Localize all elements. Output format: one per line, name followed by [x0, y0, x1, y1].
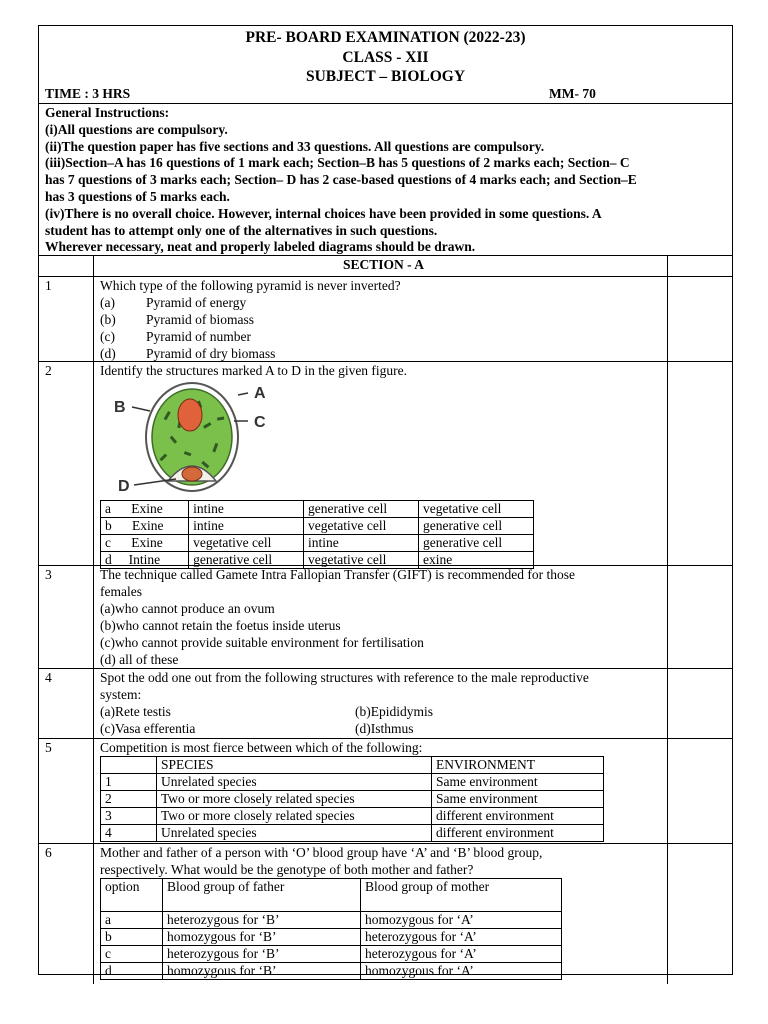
- question-1-option: (b) Pyramid of biomass: [100, 312, 254, 327]
- question-1-text: Which type of the following pyramid is never inverted?: [100, 278, 401, 293]
- table-cell: homozygous for ‘B’: [163, 963, 361, 980]
- table-cell: 3: [101, 808, 157, 825]
- question-4-option-b: (b)Epididymis: [355, 704, 433, 719]
- question-3-option-a: (a)who cannot produce an ovum: [100, 601, 275, 616]
- table-cell: exine: [419, 552, 534, 569]
- question-6-row: [39, 844, 732, 984]
- question-3-option-c: (c)who cannot provide suitable environment for fertilisation: [100, 635, 424, 650]
- question-4-option-a: (a)Rete testis: [100, 704, 171, 719]
- table-cell: d Intine: [101, 552, 189, 569]
- time-label: TIME : 3 HRS: [45, 86, 131, 101]
- subject-title: SUBJECT – BIOLOGY: [305, 68, 466, 85]
- question-4-body: [94, 669, 668, 738]
- question-6-table-header: [101, 879, 562, 912]
- instruction-iii-line1: (iii)Section–A has 16 questions of 1 mark each; Section–B has 5 questions of 2 marks each; Section– C: [45, 155, 630, 171]
- question-2-body: [94, 362, 668, 565]
- question-4-text-line1: Spot the odd one out from the following structures with reference to the male reproductive: [100, 670, 589, 685]
- question-6-option-row: [101, 946, 562, 963]
- question-2-number: 2: [39, 362, 94, 565]
- table-cell: Unrelated species: [157, 774, 432, 791]
- question-4-text-line2: system:: [100, 687, 142, 702]
- table-cell: Two or more closely related species: [157, 791, 432, 808]
- question-4-row: [39, 669, 732, 739]
- table-cell: 4: [101, 825, 157, 842]
- table-cell: Unrelated species: [157, 825, 432, 842]
- section-a-title: SECTION - A: [342, 257, 425, 272]
- question-4-number: 4: [39, 669, 94, 738]
- table-cell: heterozygous for ‘B’: [163, 912, 361, 929]
- generative-cell: [182, 467, 202, 481]
- question-5-text: Competition is most fierce between which of the following:: [100, 740, 423, 755]
- table-cell: heterozygous for ‘A’: [361, 929, 562, 946]
- table-cell: different environment: [432, 808, 604, 825]
- table-cell: d: [101, 963, 163, 980]
- question-3-number: 3: [39, 566, 94, 668]
- species-header: SPECIES: [157, 757, 432, 774]
- question-3-option-d: (d) all of these: [100, 652, 179, 667]
- table-cell: c Exine: [101, 535, 189, 552]
- instruction-iv-line2: student has to attempt only one of the alternatives in such questions.: [45, 222, 438, 238]
- table-cell: c: [101, 946, 163, 963]
- question-5-body: [94, 739, 668, 843]
- label-b: B: [114, 399, 126, 416]
- table-cell: intine: [189, 501, 304, 518]
- mother-header: Blood group of mother: [361, 879, 562, 912]
- instruction-i: (i)All questions are compulsory.: [45, 121, 228, 137]
- question-5-option-row: [101, 774, 604, 791]
- general-instructions: [39, 104, 732, 256]
- question-2-row: [39, 362, 732, 566]
- table-cell: vegetative cell: [419, 501, 534, 518]
- table-cell: homozygous for ‘A’: [361, 912, 562, 929]
- section-title-cell: [94, 256, 668, 276]
- table-cell: Same environment: [432, 791, 604, 808]
- question-1-row: [39, 277, 732, 362]
- vegetative-nucleus: [178, 399, 202, 431]
- question-6-number: 6: [39, 844, 94, 984]
- label-d: D: [118, 478, 130, 493]
- environment-header: ENVIRONMENT: [432, 757, 604, 774]
- question-1-option: (a) Pyramid of energy: [100, 295, 247, 310]
- question-4-options-cd: [100, 720, 667, 737]
- exam-header: [39, 26, 732, 104]
- question-1-option: (c) Pyramid of number: [100, 329, 251, 344]
- section-a-row: [39, 256, 732, 277]
- max-marks-label: MM- 70: [549, 86, 596, 101]
- table-cell: generative cell: [419, 535, 534, 552]
- father-header: Blood group of father: [163, 879, 361, 912]
- table-cell: homozygous for ‘B’: [163, 929, 361, 946]
- question-2-option-row: [101, 535, 534, 552]
- question-4-options-ab: [100, 703, 667, 720]
- table-cell: 1: [101, 774, 157, 791]
- pointer-a: [238, 393, 248, 395]
- table-cell: a Exine: [101, 501, 189, 518]
- table-cell: different environment: [432, 825, 604, 842]
- table-cell: vegetative cell: [304, 552, 419, 569]
- question-3-body: [94, 566, 668, 668]
- table-cell: vegetative cell: [304, 518, 419, 535]
- question-6-text-line2: respectively. What would be the genotype of both mother and father?: [100, 862, 474, 877]
- question-6-option-row: [101, 963, 562, 980]
- pollen-grain-figure: [106, 381, 286, 493]
- question-1-option: (d) Pyramid of dry biomass: [100, 346, 276, 361]
- instruction-iv-line1: (iv)There is no overall choice. However, internal choices have been provided in some questions. A: [45, 205, 602, 221]
- table-cell: heterozygous for ‘A’: [361, 946, 562, 963]
- question-4-option-d: (d)Isthmus: [355, 721, 414, 736]
- question-6-table: [100, 878, 562, 980]
- table-cell: intine: [189, 518, 304, 535]
- question-5-table-header: [101, 757, 604, 774]
- question-6-text-line1: Mother and father of a person with ‘O’ blood group have ‘A’ and ‘B’ blood group,: [100, 845, 543, 860]
- pointer-b: [132, 407, 150, 411]
- table-cell: heterozygous for ‘B’: [163, 946, 361, 963]
- option-header: option: [101, 879, 163, 912]
- exam-sheet: [38, 25, 733, 978]
- table-cell: vegetative cell: [189, 535, 304, 552]
- exam-title: PRE- BOARD EXAMINATION (2022-23): [245, 29, 526, 46]
- question-2-option-row: [101, 501, 534, 518]
- table-cell: b: [101, 929, 163, 946]
- question-3-row: [39, 566, 732, 669]
- question-5-option-row: [101, 825, 604, 842]
- question-2-option-row: [101, 518, 534, 535]
- question-1-body: [94, 277, 668, 361]
- time-marks-row: [45, 86, 732, 102]
- table-cell: Same environment: [432, 774, 604, 791]
- question-6-option-row: [101, 929, 562, 946]
- question-3-text-line2: females: [100, 584, 142, 599]
- instruction-iii-line2: has 7 questions of 3 marks each; Section– D has 2 case-based questions of 4 marks each; and Section–E: [45, 172, 637, 188]
- table-cell: b Exine: [101, 518, 189, 535]
- question-3-option-b: (b)who cannot retain the foetus inside uterus: [100, 618, 341, 633]
- instruction-iii-line3: has 3 questions of 5 marks each.: [45, 188, 230, 204]
- question-6-option-row: [101, 912, 562, 929]
- question-5-option-row: [101, 791, 604, 808]
- question-2-text: Identify the structures marked A to D in the given figure.: [100, 363, 408, 378]
- table-cell: generative cell: [304, 501, 419, 518]
- question-4-option-c: (c)Vasa efferentia: [100, 721, 196, 736]
- instruction-ii: (ii)The question paper has five sections and 33 questions. All questions are compulsory.: [45, 138, 545, 154]
- table-cell: intine: [304, 535, 419, 552]
- instructions-title: General Instructions:: [45, 105, 170, 120]
- table-cell: generative cell: [419, 518, 534, 535]
- question-3-text-line1: The technique called Gamete Intra Fallopian Transfer (GIFT) is recommended for those: [100, 567, 575, 582]
- question-5-option-row: [101, 808, 604, 825]
- section-num-cell: [39, 256, 94, 276]
- question-5-number: 5: [39, 739, 94, 843]
- table-cell: generative cell: [189, 552, 304, 569]
- question-5-row: [39, 739, 732, 844]
- question-2-options-table: [100, 500, 534, 569]
- table-cell: homozygous for ‘A’: [361, 963, 562, 980]
- label-c: C: [254, 414, 266, 431]
- label-a: A: [254, 385, 266, 402]
- question-1-number: 1: [39, 277, 94, 361]
- question-5-table: [100, 756, 604, 842]
- table-cell: Two or more closely related species: [157, 808, 432, 825]
- instruction-diagrams: Wherever necessary, neat and properly labeled diagrams should be drawn.: [45, 239, 476, 255]
- class-title: CLASS - XII: [342, 48, 429, 66]
- question-6-body: [94, 844, 668, 984]
- table-cell: a: [101, 912, 163, 929]
- table-cell: 2: [101, 791, 157, 808]
